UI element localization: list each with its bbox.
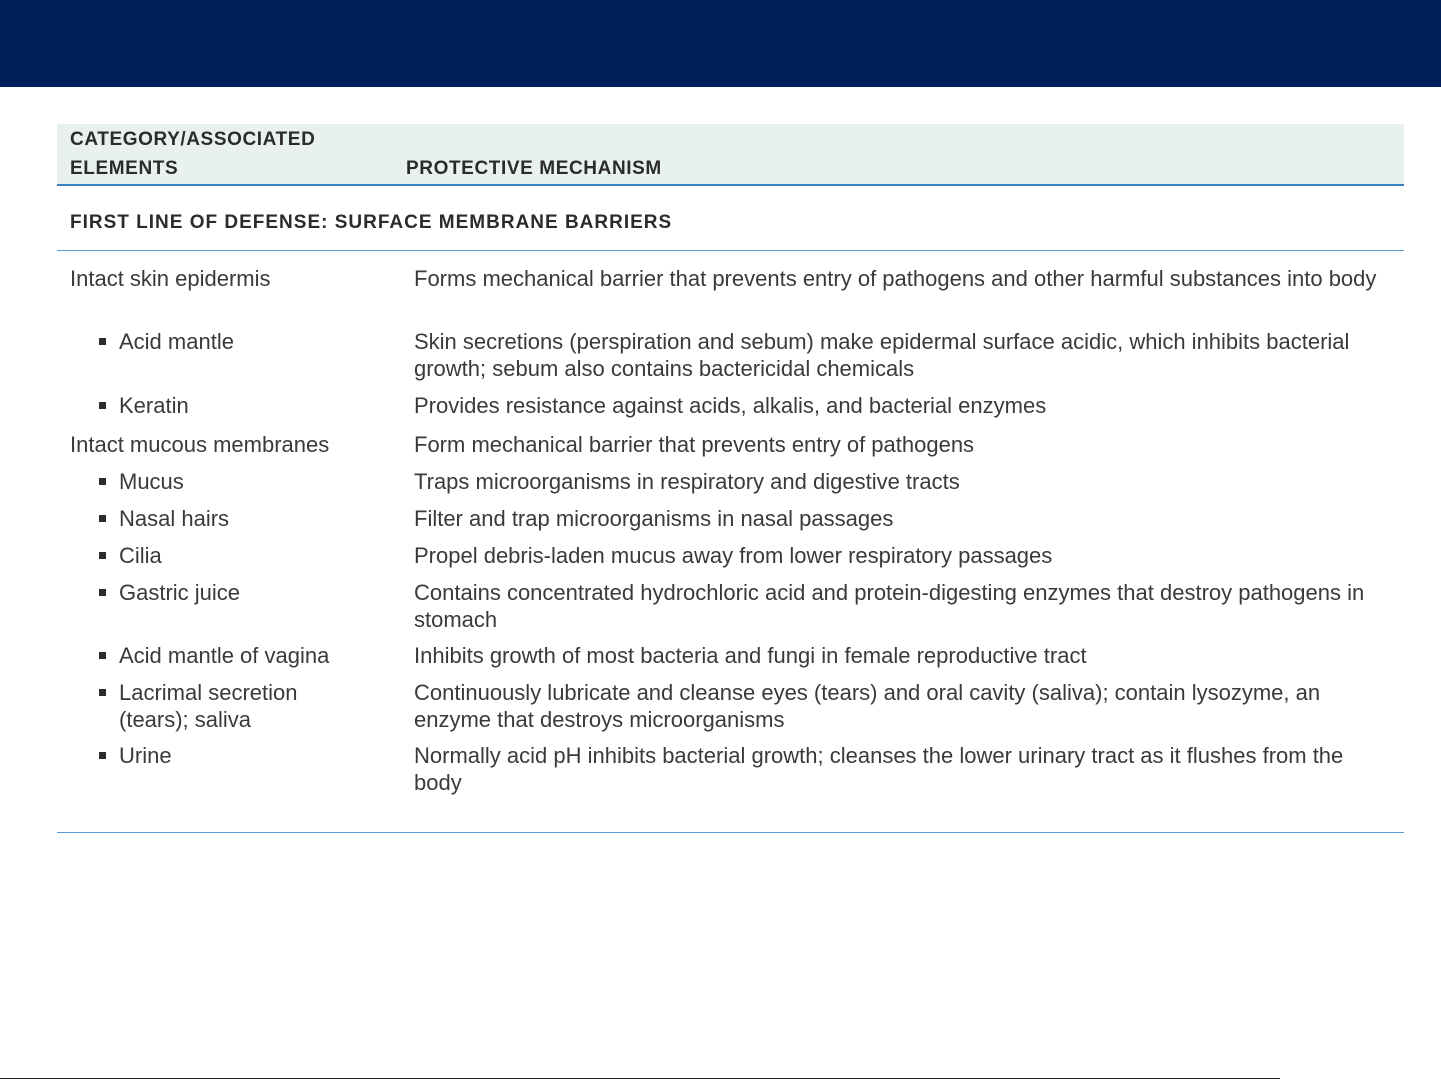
element-cell: Cilia: [119, 543, 162, 568]
mechanism-cell: Traps microorganisms in respiratory and digestive tracts: [414, 469, 960, 494]
defense-table: [57, 124, 1404, 833]
element-cell: Urine: [119, 743, 172, 768]
bullet-icon: [99, 752, 106, 759]
bullet-icon: [99, 338, 106, 345]
bullet-icon: [99, 515, 106, 522]
mechanism-cell: Provides resistance against acids, alkalis, and bacterial enzymes: [414, 393, 1047, 418]
table-header: [57, 124, 1404, 186]
mechanism-cell: Propel debris-laden mucus away from lower respiratory passages: [414, 543, 1053, 568]
mechanism-cell: Forms mechanical barrier that prevents entry of pathogens and other harmful substances into body: [414, 266, 1377, 291]
element-cell: Gastric juice: [119, 580, 241, 605]
element-cell: Keratin: [119, 393, 189, 418]
element-cell: Mucus: [119, 469, 184, 494]
element-cell: Acid mantle: [119, 329, 234, 354]
footer-divider: [0, 1078, 1280, 1079]
table-body: [57, 251, 1404, 833]
header-category: CATEGORY/ASSOCIATED ELEMENTS: [70, 129, 316, 179]
element-cell: Intact mucous membranes: [70, 432, 330, 457]
bullet-icon: [99, 689, 106, 696]
element-cell: Intact skin epidermis: [70, 266, 271, 291]
element-cell: Lacrimal secretion (tears); saliva: [119, 680, 298, 732]
mechanism-cell: Skin secretions (perspiration and sebum) make epidermal surface acidic, which inhibits bacterial growth; sebum also contains bactericidal chemicals: [414, 329, 1350, 381]
mechanism-cell: Normally acid pH inhibits bacterial growth; cleanses the lower urinary tract as it flushes from the body: [414, 743, 1344, 795]
element-cell: Nasal hairs: [119, 506, 230, 531]
mechanism-cell: Continuously lubricate and cleanse eyes (tears) and oral cavity (saliva); contain lysozyme, an enzyme that destroys microorganisms: [414, 680, 1321, 732]
section-header: [57, 186, 1404, 251]
bullet-icon: [99, 589, 106, 596]
bullet-icon: [99, 552, 106, 559]
element-cell: Acid mantle of vagina: [119, 643, 330, 668]
bullet-icon: [99, 478, 106, 485]
mechanism-cell: Inhibits growth of most bacteria and fungi in female reproductive tract: [414, 643, 1087, 668]
mechanism-cell: Form mechanical barrier that prevents entry of pathogens: [414, 432, 975, 457]
header-mechanism: PROTECTIVE MECHANISM: [406, 158, 662, 179]
title-bar: [0, 0, 1441, 87]
bullet-icon: [99, 402, 106, 409]
section-title: FIRST LINE OF DEFENSE: SURFACE MEMBRANE BARRIERS: [70, 212, 673, 233]
bullet-icon: [99, 652, 106, 659]
mechanism-cell: Filter and trap microorganisms in nasal passages: [414, 506, 894, 531]
mechanism-cell: Contains concentrated hydrochloric acid and protein-digesting enzymes that destroy pathogens in stomach: [414, 580, 1365, 632]
